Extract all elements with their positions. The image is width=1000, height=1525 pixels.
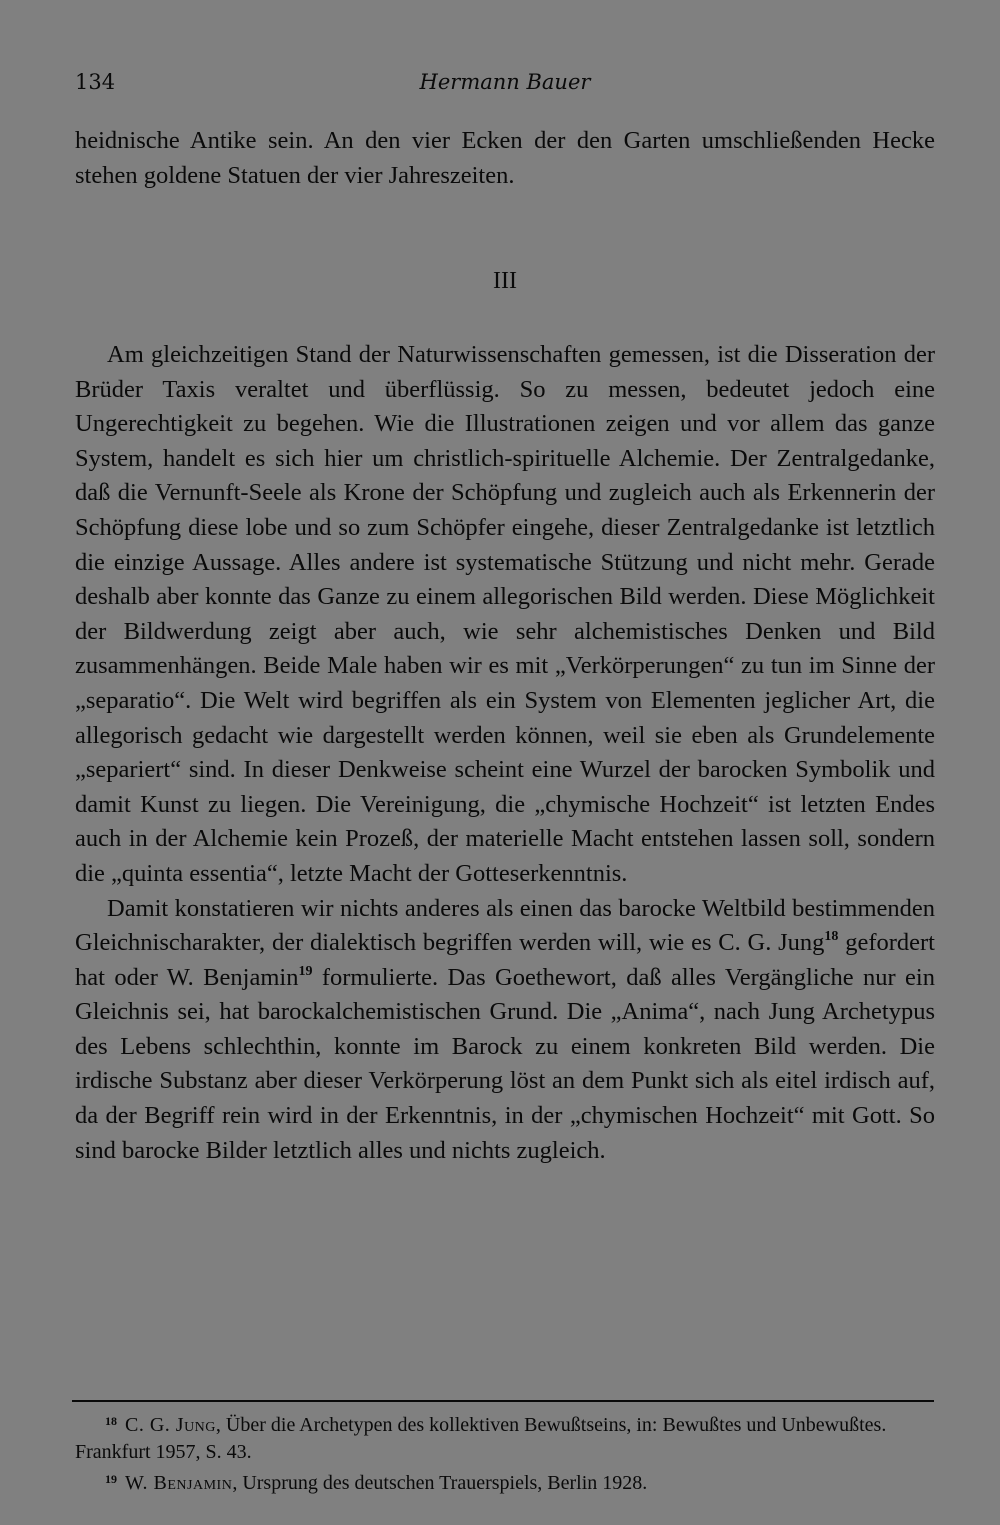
footnote-19 (75, 1466, 935, 1497)
section-heading: III (493, 268, 517, 294)
footnotes (75, 1408, 935, 1497)
top-paragraph: heidnische Antike sein. An den vier Ecken der den Garten umschließenden Hecke stehen goldene Statuen der vier Jahreszeiten. (75, 127, 935, 189)
paragraph-2-part-c: formulierte. Das Goethewort, daß alles Vergängliche nur ein Gleichnis sei, hat barockalchemistischen Grund. Die „Anima“, nach Jung Archetypus des Lebens schlechthin, konnte im Barock zu einem konkreten Bild werden. Die irdische Substanz aber dieser Verkörperung löst an dem Punkt sich als eitel irdisch auf, da der Begriff rein wird in der Erkenntnis, in der „chymischen Hochzeit“ mit Gott. So sind barocke Bilder letztlich alles und nichts zugleich. (75, 963, 935, 1164)
footnote-mark: 18 (105, 1414, 117, 1428)
footnote-author: C. G. Jung (125, 1414, 216, 1436)
paragraph-2-part-b: gefordert hat oder W. Benjamin (75, 929, 935, 991)
footnote-mark: 19 (105, 1472, 117, 1486)
footnote-ref-18: 18 (824, 929, 839, 945)
footnote-text: , Ursprung des deutschen Trauerspiels, Berlin 1928. (232, 1472, 648, 1494)
main-text (75, 338, 935, 1168)
running-title: Hermann Bauer (419, 70, 591, 94)
paragraph-2-part-a: Damit konstatieren wir nichts anderes als einen das barocke Weltbild bestimmenden Gleichnischarakter, der dialektisch begriffen werden will, wie es C. G. Jung (75, 894, 935, 957)
top-paragraph-block (75, 124, 935, 193)
paragraph-2 (75, 892, 935, 1169)
footnote-18 (75, 1408, 935, 1466)
page-number: 134 (75, 70, 116, 94)
footnote-ref-19: 19 (298, 963, 313, 979)
page-header (75, 70, 935, 100)
footnote-divider (72, 1400, 934, 1402)
paragraph-1: Am gleichzeitigen Stand der Naturwissenschaften gemessen, ist die Disseration der Brüder Taxis veraltet und überflüssig. So zu messen, bedeutet jedoch eine Ungerechtigkeit zu begehen. Wie die Illustrationen zeigen und vor allem das ganze System, handelt es sich hier um christlich-spirituelle Alchemie. Der Zentralgedanke, daß die Vernunft-Seele als Krone der Schöpfung und zugleich auch als Erkennerin der Schöpfung diese lobe und so zum Schöpfer eingehe, dieser Zentralgedanke ist letztlich die einzige Aussage. Alles andere ist systematische Stützung und nicht mehr. Gerade deshalb aber konnte das Ganze zu einem allegorischen Bild werden. Diese Möglichkeit der Bildwerdung zeigt aber auch, wie sehr alchemistisches Denken und Bild zusammenhängen. Beide Male haben wir es mit „Verkörperungen“ zu tun im Sinne der „separatio“. Die Welt wird begriffen als ein System von Elementen jeglicher Art, die allegorisch gedacht wie dargestellt werden können, weil sie eben als Grundelemente „separiert“ sind. In dieser Denkweise scheint eine Wurzel der barocken Symbolik und damit Kunst zu liegen. Die Vereinigung, die „chymische Hochzeit“ ist letzten Endes auch in der Alchemie kein Prozeß, der materielle Macht entstehen lassen soll, sondern die „quinta essentia“, letzte Macht der Gotteserkenntnis. (75, 341, 935, 887)
footnote-author: W. Benjamin (125, 1472, 233, 1494)
footnote-text: , Über die Archetypen des kollektiven Bewußtseins, in: Bewußtes und Unbewußtes. Frankfurt 1957, S. 43. (75, 1414, 887, 1463)
